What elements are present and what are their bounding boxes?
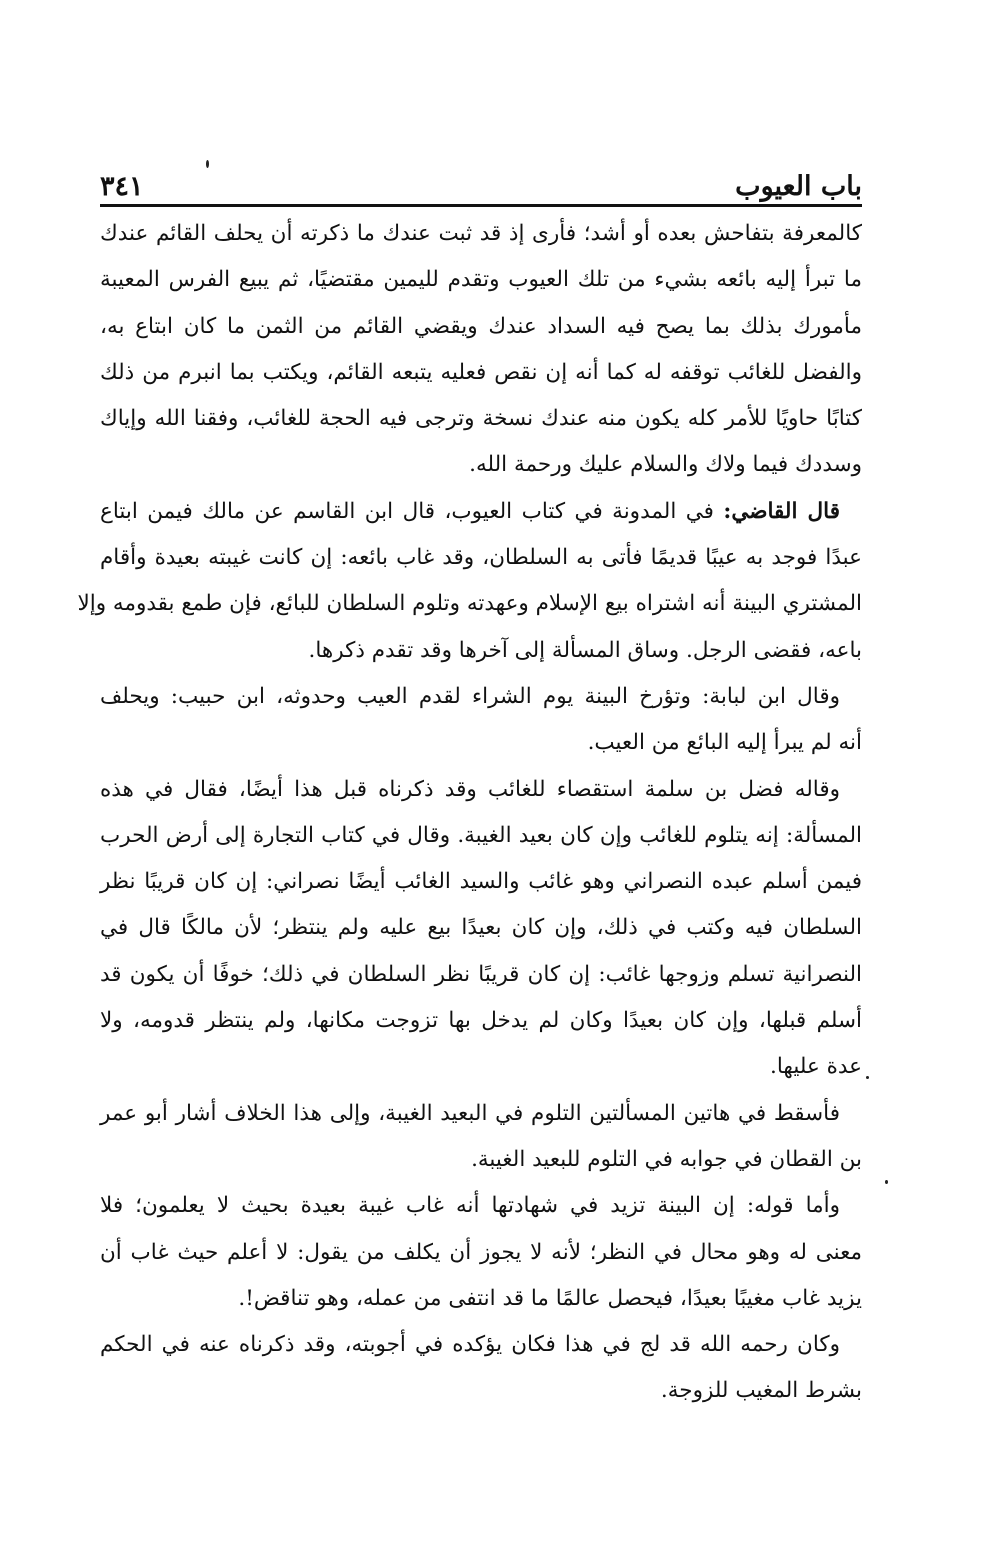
text-line: يزيد غاب مغيبًا بعيدًا، فيحصل عالمًا ما قد انتفى من عمله، وهو تناقض!. — [238, 1285, 862, 1311]
text-line: عبدًا فوجد به عيبًا قديمًا فأتى به السلطان، وقد غاب بائعه: إن كانت غيبته بعيدة وأقام — [100, 545, 862, 571]
text-line: مأمورك بذلك بما يصح فيه السداد عندك ويقضي القائم من الثمن ما كان ابتاع به، — [100, 313, 862, 339]
text-line: كتابًا حاويًا للأمر كله يكون منه عندك نسخة وترجى فيه الحجة للغائب، وفقنا الله وإياك — [100, 406, 862, 432]
text-line: المسألة: إنه يتلوم للغائب وإن كان بعيد الغيبة. وقال في كتاب التجارة إلى أرض الحرب — [100, 822, 862, 848]
page-header — [100, 160, 862, 207]
text-line: معنى له وهو محال في النظر؛ لأنه لا يجوز أن يكلف من يقول: لا أعلم حيث غاب أن — [100, 1239, 862, 1265]
text-line: وكان رحمه الله قد لج في هذا فكان يؤكده في أجوبته، وقد ذكرناه عنه في الحكم — [100, 1332, 840, 1358]
text-line: كالمعرفة بتفاحش بعده أو أشد؛ فأرى إذ قد ثبت عندك ما ذكرته أن يحلف القائم عندك — [100, 221, 862, 246]
book-page — [77, 160, 862, 1420]
paragraph — [100, 674, 862, 767]
text-line: أنه لم يبرأ إليه البائع من العيب. — [587, 730, 862, 756]
text-line: وقال ابن لبابة: وتؤرخ البينة يوم الشراء لقدم العيب وحدوثه، ابن حبيب: ويحلف — [100, 683, 840, 709]
scan-speck — [206, 160, 209, 168]
text-line: عدة عليها. — [770, 1054, 862, 1080]
text-line: ما تبرأ إليه بائعه بشيء من تلك العيوب وتقدم لليمين مقتضيًا، ثم يبيع الفرس المعيبة — [100, 267, 862, 293]
page-body — [77, 211, 862, 1415]
text-line: وقاله فضل بن سلمة استقصاء للغائب وقد ذكرناه قبل هذا أيضًا، فقال في هذه — [100, 776, 840, 802]
text-line: النصرانية تسلم وزوجها غائب: إن كان قريبًا نظر السلطان في ذلك؛ خوفًا أن يكون قد — [100, 961, 862, 987]
paragraph — [100, 1091, 862, 1184]
speaker-label: قال القاضي: — [723, 498, 840, 524]
text-line: فأسقط في هاتين المسألتين التلوم في البعيد الغيبة، وإلى هذا الخلاف أشار أبو عمر — [100, 1100, 840, 1126]
text-line: فيمن أسلم عبده النصراني وهو غائب والسيد الغائب أيضًا نصراني: إن كان قريبًا نظر — [100, 869, 862, 895]
running-title: باب العيوب — [735, 171, 862, 202]
text-line: وسددك فيما ولاك والسلام عليك ورحمة الله. — [469, 452, 862, 478]
text-line: باعه، فقضى الرجل. وساق المسألة إلى آخرها وقد تقدم ذكرها. — [308, 637, 862, 663]
text-line: المشتري البينة أنه اشتراه بيع الإسلام وعهدته وتلوم السلطان للبائع، فإن طمع بقدومه وإلا — [77, 591, 862, 617]
text-line: وأما قوله: إن البينة تزيد في شهادتها أنه غاب غيبة بعيدة بحيث لا يعلمون؛ فلا — [100, 1193, 840, 1219]
text-line: السلطان فيه وكتب في ذلك، وإن كان بعيدًا بيع عليه ولم ينتظر؛ لأن مالكًا قال في — [100, 915, 862, 941]
paragraph — [100, 1183, 862, 1322]
text-line: بن القطان في جوابه في التلوم للبعيد الغيبة. — [471, 1146, 862, 1172]
paragraph — [100, 767, 862, 1091]
text-line — [100, 489, 862, 535]
text-line: والفضل للغائب توقفه له كما أنه إن نقص فعليه يتبعه القائم، ويكتب بما انبرم من ذلك — [100, 359, 862, 385]
text-line: بشرط المغيب للزوجة. — [660, 1378, 862, 1404]
page-number: ٣٤١ — [100, 171, 144, 202]
text-span: في المدونة في كتاب العيوب، قال ابن القاسم عن مالك فيمن ابتاع — [100, 498, 724, 524]
scan-speck — [885, 1180, 888, 1184]
scan-speck — [866, 1076, 869, 1079]
text-line: أسلم قبلها، وإن كان بعيدًا وكان لم يدخل بها تزوجت مكانها، ولم ينتظر قدومه، ولا — [100, 1008, 862, 1034]
paragraph — [77, 489, 862, 674]
paragraph — [100, 211, 862, 489]
paragraph — [100, 1322, 862, 1415]
